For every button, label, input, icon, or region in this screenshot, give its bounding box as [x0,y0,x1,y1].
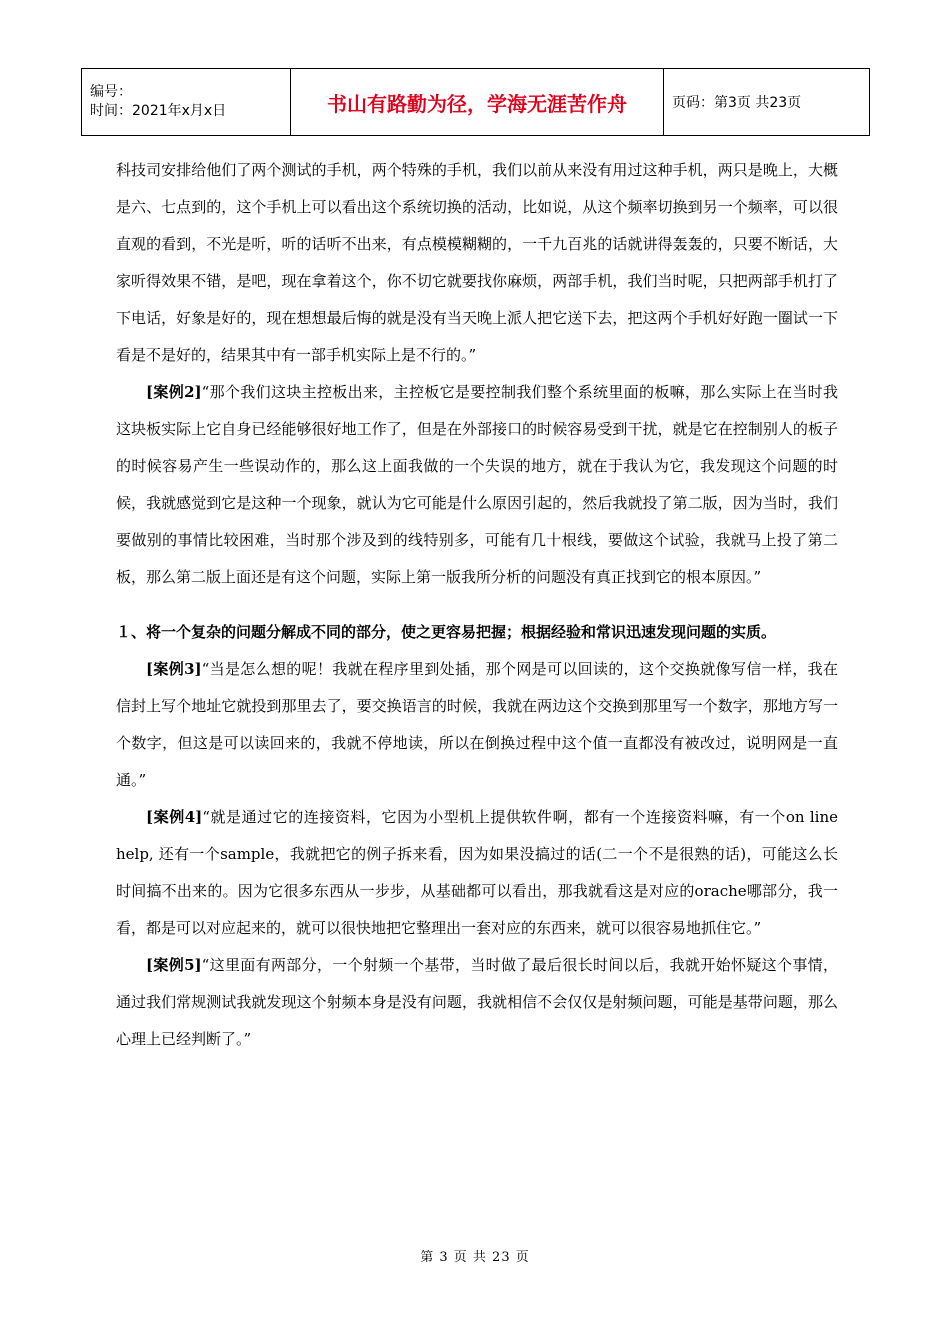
case-2-paragraph [116,374,838,596]
section-heading-1: １、将一个复杂的问题分解成不同的部分，使之更容易把握；根据经验和常识迅速发现问题的实质。 [116,623,777,641]
case-2-text: “那个我们这块主控板出来，主控板它是要控制我们整个系统里面的板嘛，那么实际上在当时我这块板实际上它自身已经能够很好地工作了，但是在外部接口的时候容易受到干扰，就是它在控制别人的板子的时候容易产生一些误动作的，那么这上面我做的一个失误的地方，就在于我认为它，我发现这个问题的时候，我就感觉到它是这种一个现象，就认为它可能是什么原因引起的，然后我就投了第二版，因为当时，我们要做别的事情比较困难，当时那个涉及到的线特别多，可能有几十根线，要做这个试验，我就马上投了第二板，那么第二版上面还是有这个问题，实际上第一版我所分析的问题没有真正找到它的根本原因。” [116,383,838,586]
number-label: 编号： [90,84,132,100]
case-4-paragraph [116,799,838,947]
document-body [116,152,838,1058]
page-footer: 第 3 页 共 23 页 [420,1250,530,1265]
paragraph-1: 科技司安排给他们了两个测试的手机，两个特殊的手机，我们以前从来没有用过这种手机，两只是晚上，大概是六、七点到的，这个手机上可以看出这个系统切换的活动，比如说，从这个频率切换到另一个频率，可以很直观的看到，不光是听，听的话听不出来，有点模模糊糊的，一千九百兆的话就讲得轰轰的，只要不断话，大家听得效果不错，是吧，现在拿着这个，你不切它就要找你麻烦，两部手机，我们当时呢，只把两部手机打了下电话，好象是好的，现在想想最后悔的就是没有当天晚上派人把它送下去，把这两个手机好好跑一圈试一下看是不是好的，结果其中有一部手机实际上是不行的。” [116,161,838,364]
case-5-text: “这里面有两部分，一个射频一个基带，当时做了最后很长时间以后，我就开始怀疑这个事情，通过我们常规测试我就发现这个射频本身是没有问题，我就相信不会仅仅是射频问题，可能是基带问题，那么心理上已经判断了。” [116,956,838,1048]
case-3-paragraph [116,651,838,799]
case-5-paragraph [116,947,838,1058]
header-page-info: 页码：第3页 共23页 [664,69,870,136]
case-4-text: “就是通过它的连接资料，它因为小型机上提供软件啊，都有一个连接资料嘛，有一个on line help, 还有一个sample，我就把它的例子拆来看，因为如果没搞过的话(二一个不是很熟的话)，可能这么长时间搞不出来的。因为它很多东西从一步步，从基础都可以看出，那我就看这是对应的orache哪部分，我一看，都是可以对应起来的，就可以很快地把它整理出一套对应的东西来，就可以很容易地抓住它。” [116,808,838,937]
header-motto: 书山有路勤为径，学海无涯苦作舟 [291,69,664,136]
case-3-label: [案例3] [146,660,202,678]
document-header [81,68,870,136]
case-3-text: “当是怎么想的呢！我就在程序里到处插，那个网是可以回读的，这个交换就像写信一样，我在信封上写个地址它就投到那里去了，要交换语言的时候，我就在两边这个交换到那里写一个数字，那地方写一个数字，但这是可以读回来的，我就不停地读，所以在倒换过程中这个值一直都没有被改过，说明网是一直通。” [116,660,838,789]
case-4-label: [案例4] [146,808,203,826]
header-meta-cell [82,69,291,136]
time-label: 时间：2021年x月x日 [90,103,227,119]
case-5-label: [案例5] [146,956,202,974]
case-2-label: [案例2] [146,383,202,401]
